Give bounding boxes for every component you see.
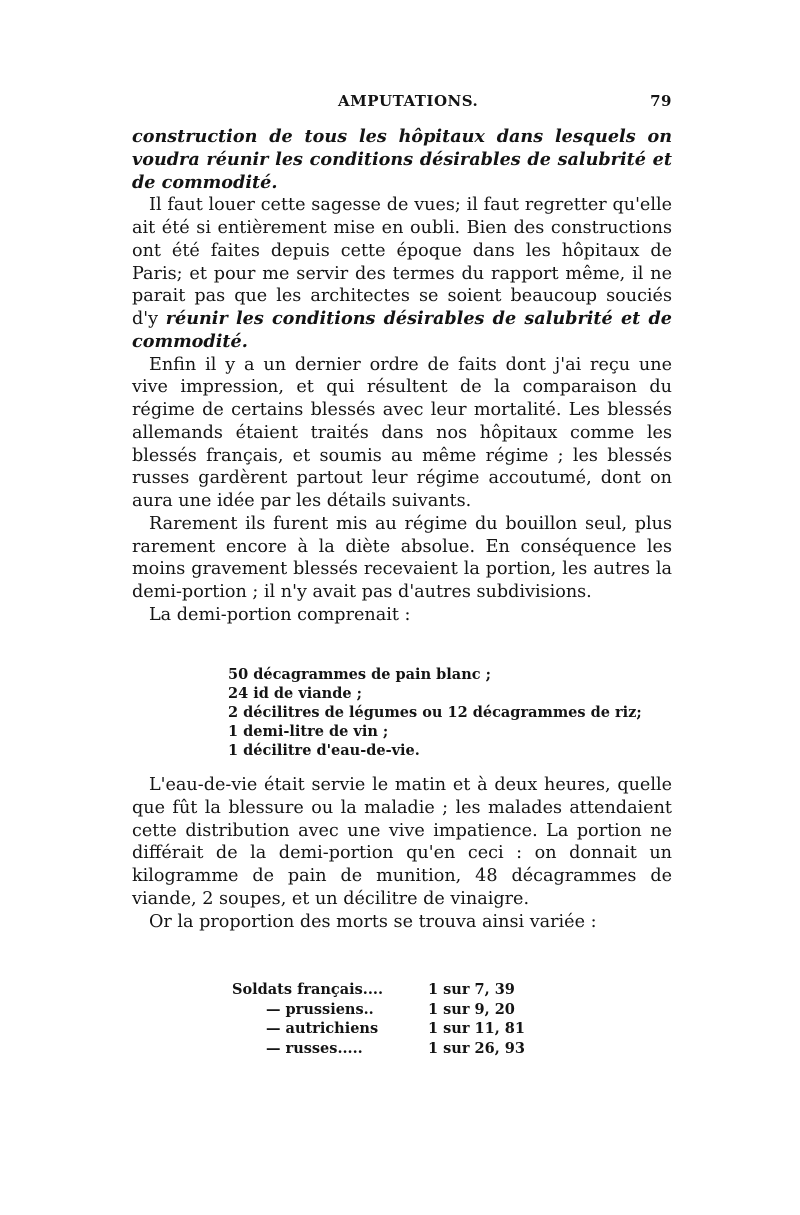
paragraph: Rarement ils furent mis au régime du bouillon seul, plus rarement encore à la diète absolue. En conséquence les moins gravement blessés recevaient la portion, les autres la demi-portion ; il n'y avait pas d'autres subdivisions.	[132, 513, 672, 602]
ration-item: 24 id de viande ;	[228, 685, 362, 702]
italic-text: construction de tous les hôpitaux dans lesquels on voudra réunir les conditions désirables de salubrité et de commodité.	[132, 126, 672, 193]
second-text-block	[132, 774, 672, 934]
paragraph-continuation	[132, 126, 672, 194]
italic-quote: réunir les conditions désirables de salubrité et de commodité.	[132, 308, 672, 352]
ration-list	[228, 665, 668, 760]
mortality-row	[232, 1039, 652, 1059]
mortality-ratio: 1 sur 26, 93	[428, 1039, 525, 1057]
mortality-label: — russes.....	[266, 1039, 363, 1057]
mortality-label: — autrichiens	[266, 1020, 379, 1037]
paragraph: La demi-portion comprenait :	[149, 604, 411, 625]
paragraph	[132, 194, 672, 353]
mortality-table	[232, 980, 652, 1058]
mortality-row	[232, 1000, 652, 1020]
mortality-ratio: 1 sur 7, 39	[428, 981, 515, 998]
paragraph: Enfin il y a un dernier ordre de faits dont j'ai reçu une vive impression, et qui résultent de la comparaison du régime de certains blessés avec leur mortalité. Les blessés allemands étaient traités dans nos hôpitaux comme les blessés français, et soumis au même régime ; les blessés russes gardèrent partout leur régime accoutumé, dont on aura une idée par les détails suivants.	[132, 354, 672, 511]
paragraph: L'eau-de-vie était servie le matin et à deux heures, quelle que fût la blessure ou la maladie ; les malades attendaient cette distribution avec une vive impatience. La portion ne différait de la demi-portion qu'en ceci : on donnait un kilogramme de pain de munition, 48 décagrammes de viande, 2 soupes, et un décilitre de vinaigre.	[132, 775, 672, 909]
mortality-row	[232, 980, 652, 1000]
page-number: 79	[650, 92, 672, 110]
ration-item: 1 demi-litre de vin ;	[228, 723, 389, 740]
ration-item: 50 décagrammes de pain blanc ;	[228, 666, 491, 683]
ration-item: 2 décilitres de légumes ou 12 décagrammes de riz;	[228, 704, 642, 721]
mortality-label: — prussiens..	[266, 1000, 374, 1018]
running-title: AMPUTATIONS.	[338, 92, 479, 110]
mortality-row	[232, 1019, 652, 1039]
main-text-block	[132, 126, 672, 627]
mortality-label: Soldats français....	[232, 981, 383, 998]
ration-item: 1 décilitre d'eau-de-vie.	[228, 742, 420, 759]
running-header	[130, 92, 672, 116]
paragraph-text: Il faut louer cette sagesse de vues; il faut regretter qu'elle ait été si entièrement mise en oubli. Bien des constructions ont été faites depuis cette époque dans les hôpitaux de Paris; et pour me servir des termes du rapport même, il ne parait pas que les architectes se soient beaucoup souciés d'y	[132, 195, 672, 329]
mortality-ratio: 1 sur 9, 20	[428, 1000, 515, 1018]
paragraph: Or la proportion des morts se trouva ainsi variée :	[149, 911, 597, 932]
mortality-ratio: 1 sur 11, 81	[428, 1020, 525, 1037]
